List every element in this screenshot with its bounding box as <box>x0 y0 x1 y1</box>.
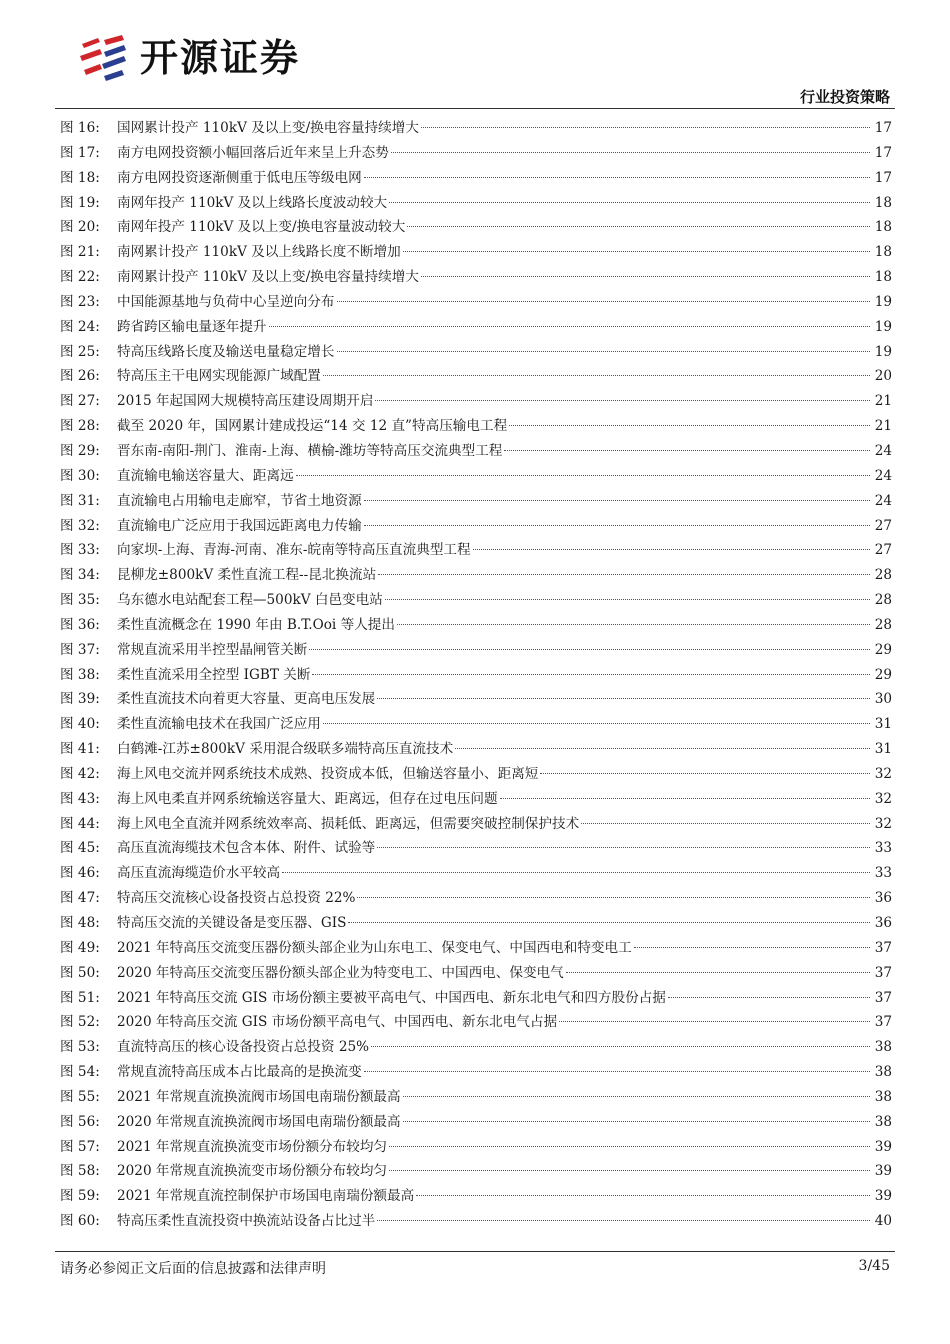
toc-entry[interactable] <box>60 489 892 514</box>
toc-entry-label: 图 35: <box>60 592 100 609</box>
header-divider <box>55 108 895 109</box>
toc-entry[interactable] <box>60 290 892 315</box>
toc-entry-title: 南方电网投资额小幅回落后近年来呈上升态势 <box>117 144 389 161</box>
toc-entry-page: 28 <box>874 567 892 584</box>
footer-disclaimer: 请务必参阅正文后面的信息披露和法律声明 <box>60 1261 326 1277</box>
toc-entry-label: 图 23: <box>60 293 100 310</box>
toc-entry-title: 海上风电全直流并网系统效率高、损耗低、距离远，但需要突破控制保护技术 <box>117 815 580 832</box>
toc-entry-title: 2020 年常规直流换流变市场份额分布较均匀 <box>117 1163 388 1180</box>
toc-dot-leader <box>421 276 870 277</box>
toc-entry-label: 图 53: <box>60 1039 100 1056</box>
toc-entry-page: 36 <box>874 915 892 931</box>
toc-entry[interactable] <box>60 1135 892 1160</box>
toc-entry[interactable] <box>60 712 892 737</box>
toc-entry-page: 31 <box>874 716 892 733</box>
toc-entry-page: 30 <box>874 691 892 708</box>
toc-dot-leader <box>282 872 870 873</box>
toc-dot-leader <box>634 947 870 948</box>
toc-entry-label: 图 60: <box>60 1213 100 1230</box>
toc-entry-label: 图 33: <box>60 542 100 559</box>
toc-entry[interactable] <box>60 389 892 414</box>
toc-entry-label: 图 22: <box>60 269 100 286</box>
toc-entry-title: 2021 年特高压交流变压器份额头部企业为山东电工、保变电气、中国西电和特变电工 <box>117 939 632 956</box>
toc-entry-page: 33 <box>874 865 892 882</box>
toc-dot-leader <box>348 922 870 923</box>
toc-entry-label: 图 20: <box>60 219 100 236</box>
toc-entry-page: 27 <box>874 542 892 559</box>
toc-entry-label: 图 59: <box>60 1188 100 1205</box>
toc-entry-label: 图 58: <box>60 1163 100 1180</box>
toc-entry[interactable] <box>60 340 892 365</box>
toc-entry-page: 29 <box>874 666 892 683</box>
toc-entry-label: 图 37: <box>60 641 100 658</box>
toc-entry-page: 38 <box>874 1039 892 1056</box>
toc-dot-leader <box>403 1096 870 1097</box>
page-header <box>0 0 950 112</box>
toc-entry-title: 柔性直流采用全控型 IGBT 关断 <box>117 666 311 683</box>
toc-entry-label: 图 48: <box>60 915 100 931</box>
toc-entry[interactable] <box>60 538 892 563</box>
toc-entry[interactable] <box>60 315 892 340</box>
toc-dot-leader <box>407 226 870 227</box>
toc-entry-page: 28 <box>874 616 892 633</box>
toc-entry-page: 24 <box>874 467 892 484</box>
toc-dot-leader <box>371 1046 870 1047</box>
toc-entry-label: 图 43: <box>60 790 100 807</box>
toc-entry-label: 图 55: <box>60 1088 100 1105</box>
toc-entry-page: 38 <box>874 1113 892 1130</box>
toc-dot-leader <box>377 698 870 699</box>
toc-dot-leader <box>377 847 870 848</box>
toc-entry-label: 图 46: <box>60 865 100 882</box>
toc-entry-label: 图 47: <box>60 890 100 907</box>
toc-entry-page: 31 <box>874 741 892 758</box>
report-type-label: 行业投资策略 <box>799 88 890 106</box>
toc-entry[interactable] <box>60 464 892 489</box>
toc-dot-leader <box>391 152 870 153</box>
toc-dot-leader <box>375 400 870 401</box>
toc-entry-label: 图 38: <box>60 666 100 683</box>
toc-dot-leader <box>500 798 870 799</box>
toc-entry[interactable] <box>60 861 892 886</box>
page-number: 3/45 <box>858 1258 890 1274</box>
toc-entry-page: 40 <box>874 1213 892 1230</box>
toc-entry[interactable] <box>60 812 892 837</box>
toc-entry-page: 18 <box>874 269 892 286</box>
toc-entry-page: 29 <box>874 641 892 658</box>
toc-entry-title: 南网年投产 110kV 及以上变/换电容量波动较大 <box>117 219 406 236</box>
toc-entry-label: 图 21: <box>60 244 100 261</box>
toc-entry-title: 2020 年特高压交流 GIS 市场份额平高电气、中国西电、新东北电气占据 <box>117 1014 558 1031</box>
toc-entry-title: 南方电网投资逐渐侧重于低电压等级电网 <box>117 169 362 186</box>
toc-dot-leader <box>337 351 871 352</box>
toc-entry-label: 图 17: <box>60 144 100 161</box>
toc-dot-leader <box>416 1195 870 1196</box>
toc-entry[interactable] <box>60 911 892 936</box>
toc-entry-title: 海上风电柔直并网系统输送容量大、距离远，但存在过电压问题 <box>117 790 498 807</box>
toc-entry-page: 28 <box>874 592 892 609</box>
toc-dot-leader <box>364 1071 870 1072</box>
toc-dot-leader <box>323 375 870 376</box>
toc-dot-leader <box>357 897 870 898</box>
toc-dot-leader <box>421 127 870 128</box>
toc-entry[interactable] <box>60 265 892 290</box>
toc-entry[interactable] <box>60 986 892 1011</box>
toc-entry[interactable] <box>60 1010 892 1035</box>
toc-entry-label: 图 29: <box>60 442 100 459</box>
toc-entry-label: 图 45: <box>60 840 100 857</box>
toc-entry-page: 17 <box>874 144 892 161</box>
toc-entry-label: 图 28: <box>60 418 100 435</box>
toc-entry-page: 39 <box>874 1163 892 1180</box>
toc-dot-leader <box>389 1146 870 1147</box>
toc-entry-title: 高压直流海缆造价水平较高 <box>117 865 281 882</box>
toc-entry-page: 18 <box>874 219 892 236</box>
toc-entry-page: 37 <box>874 964 892 981</box>
toc-entry[interactable] <box>60 514 892 539</box>
toc-entry-label: 图 52: <box>60 1014 100 1031</box>
toc-entry[interactable] <box>60 762 892 787</box>
toc-entry[interactable] <box>60 364 892 389</box>
toc-entry-label: 图 34: <box>60 567 100 584</box>
toc-entry-title: 直流输电广泛应用于我国远距离电力传输 <box>117 517 362 534</box>
toc-dot-leader <box>455 748 870 749</box>
toc-entry-label: 图 25: <box>60 343 100 360</box>
toc-entry-page: 38 <box>874 1088 892 1105</box>
toc-entry-page: 37 <box>874 1014 892 1031</box>
toc-entry-page: 18 <box>874 244 892 261</box>
toc-dot-leader <box>364 500 870 501</box>
toc-dot-leader <box>397 624 870 625</box>
toc-entry-label: 图 40: <box>60 716 100 733</box>
toc-entry-title: 特高压柔性直流投资中换流站设备占比过半 <box>117 1213 376 1230</box>
toc-entry[interactable] <box>60 191 892 216</box>
toc-entry[interactable] <box>60 563 892 588</box>
toc-entry-page: 24 <box>874 492 892 509</box>
toc-dot-leader <box>509 425 870 426</box>
toc-entry-title: 特高压线路长度及输送电量稳定增长 <box>117 343 335 360</box>
toc-entry[interactable] <box>60 414 892 439</box>
toc-entry-title: 2021 年特高压交流 GIS 市场份额主要被平高电气、中国西电、新东北电气和四方股份占据 <box>117 989 666 1006</box>
toc-dot-leader <box>377 1220 870 1221</box>
toc-entry-title: 直流输电输送容量大、距离远 <box>117 467 294 484</box>
toc-entry[interactable] <box>60 1184 892 1209</box>
toc-entry-title: 柔性直流输电技术在我国广泛应用 <box>117 716 321 733</box>
toc-entry-title: 特高压交流的关键设备是变压器、GIS <box>117 915 347 931</box>
toc-dot-leader <box>378 574 870 575</box>
toc-dot-leader <box>473 549 870 550</box>
toc-entry-page: 19 <box>874 318 892 335</box>
toc-dot-leader <box>668 997 870 998</box>
toc-entry[interactable] <box>60 116 892 141</box>
toc-entry-title: 高压直流海缆技术包含本体、附件、试验等 <box>117 840 376 857</box>
toc-entry-title: 南网年投产 110kV 及以上线路长度波动较大 <box>117 194 388 211</box>
toc-entry-title: 跨省跨区输电量逐年提升 <box>117 318 267 335</box>
toc-entry[interactable] <box>60 687 892 712</box>
toc-entry[interactable] <box>60 936 892 961</box>
toc-entry-page: 27 <box>874 517 892 534</box>
toc-entry-title: 常规直流特高压成本占比最高的是换流变 <box>117 1064 362 1081</box>
toc-entry-page: 18 <box>874 194 892 211</box>
toc-entry[interactable] <box>60 215 892 240</box>
toc-entry-label: 图 26: <box>60 368 100 385</box>
toc-entry-title: 白鹤滩-江苏±800kV 采用混合级联多端特高压直流技术 <box>117 741 454 758</box>
toc-entry-label: 图 19: <box>60 194 100 211</box>
toc-entry-page: 39 <box>874 1188 892 1205</box>
toc-entry[interactable] <box>60 1110 892 1135</box>
toc-entry[interactable] <box>60 439 892 464</box>
toc-dot-leader <box>403 251 870 252</box>
toc-entry-label: 图 27: <box>60 393 100 410</box>
toc-entry-title: 昆柳龙±800kV 柔性直流工程--昆北换流站 <box>117 567 377 584</box>
toc-dot-leader <box>364 525 870 526</box>
toc-entry-page: 21 <box>874 393 892 410</box>
toc-entry-label: 图 54: <box>60 1064 100 1081</box>
toc-entry-label: 图 39: <box>60 691 100 708</box>
toc-entry-label: 图 31: <box>60 492 100 509</box>
toc-dot-leader <box>566 972 870 973</box>
toc-entry-title: 直流特高压的核心设备投资占总投资 25% <box>117 1039 370 1056</box>
toc-entry-title: 国网累计投产 110kV 及以上变/换电容量持续增大 <box>117 120 419 136</box>
toc-entry[interactable] <box>60 961 892 986</box>
toc-entry-page: 20 <box>874 368 892 385</box>
toc-entry-page: 38 <box>874 1064 892 1081</box>
toc-entry-title: 2021 年常规直流控制保护市场国电南瑞份额最高 <box>117 1188 415 1205</box>
toc-entry-title: 截至 2020 年，国网累计建成投运“14 交 12 直”特高压输电工程 <box>117 418 508 435</box>
toc-entry-title: 2021 年常规直流换流阀市场国电南瑞份额最高 <box>117 1088 401 1105</box>
toc-entry-label: 图 30: <box>60 467 100 484</box>
toc-entry-page: 19 <box>874 343 892 360</box>
toc-entry-label: 图 56: <box>60 1113 100 1130</box>
toc-entry-title: 柔性直流技术向着更大容量、更高电压发展 <box>117 691 376 708</box>
toc-entry-label: 图 32: <box>60 517 100 534</box>
toc-entry-label: 图 16: <box>60 120 100 136</box>
toc-entry-label: 图 36: <box>60 616 100 633</box>
toc-entry-title: 乌东德水电站配套工程—500kV 白邑变电站 <box>117 592 383 609</box>
toc-entry[interactable] <box>60 1035 892 1060</box>
toc-entry-title: 向家坝-上海、青海-河南、准东-皖南等特高压直流典型工程 <box>117 542 471 559</box>
toc-entry[interactable] <box>60 240 892 265</box>
toc-entry-title: 2020 年特高压交流变压器份额头部企业为特变电工、中国西电、保变电气 <box>117 964 564 981</box>
toc-entry[interactable] <box>60 166 892 191</box>
toc-entry-page: 32 <box>874 790 892 807</box>
toc-entry-title: 海上风电交流并网系统技术成熟、投资成本低，但输送容量小、距离短 <box>117 765 539 782</box>
toc-entry[interactable] <box>60 141 892 166</box>
toc-entry-label: 图 24: <box>60 318 100 335</box>
toc-dot-leader <box>389 202 870 203</box>
toc-dot-leader <box>389 1170 870 1171</box>
toc-entry-title: 常规直流采用半控型晶闸管关断 <box>117 641 308 658</box>
toc-dot-leader <box>269 326 870 327</box>
toc-entry-page: 36 <box>874 890 892 907</box>
toc-entry[interactable] <box>60 1159 892 1184</box>
toc-dot-leader <box>559 1021 870 1022</box>
toc-dot-leader <box>323 723 870 724</box>
toc-entry-page: 37 <box>874 939 892 956</box>
toc-entry-page: 17 <box>874 120 892 136</box>
toc-entry-title: 南网累计投产 110kV 及以上线路长度不断增加 <box>117 244 401 261</box>
toc-entry[interactable] <box>60 886 892 911</box>
toc-dot-leader <box>337 301 871 302</box>
toc-entry-title: 2015 年起国网大规模特高压建设周期开启 <box>117 393 374 410</box>
toc-entry-page: 17 <box>874 169 892 186</box>
toc-entry-title: 特高压主干电网实现能源广域配置 <box>117 368 321 385</box>
toc-dot-leader <box>403 1121 870 1122</box>
toc-entry[interactable] <box>60 613 892 638</box>
toc-entry[interactable] <box>60 787 892 812</box>
figure-index-list <box>60 116 892 1234</box>
toc-entry-title: 直流输电占用输电走廊窄，节省土地资源 <box>117 492 362 509</box>
toc-entry-label: 图 49: <box>60 939 100 956</box>
toc-entry-title: 特高压交流核心设备投资占总投资 22% <box>117 890 356 907</box>
toc-entry-page: 39 <box>874 1138 892 1155</box>
toc-entry-page: 37 <box>874 989 892 1006</box>
toc-dot-leader <box>296 475 870 476</box>
kaiyuan-logo-icon <box>78 30 130 84</box>
toc-entry-title: 中国能源基地与负荷中心呈逆向分布 <box>117 293 335 310</box>
brand-name: 开源证券 <box>140 36 301 80</box>
toc-entry-label: 图 51: <box>60 989 100 1006</box>
toc-entry-page: 19 <box>874 293 892 310</box>
toc-entry-page: 33 <box>874 840 892 857</box>
toc-entry-title: 柔性直流概念在 1990 年由 B.T.Ooi 等人提出 <box>117 616 395 633</box>
toc-entry[interactable] <box>60 588 892 613</box>
toc-entry-label: 图 18: <box>60 169 100 186</box>
toc-entry[interactable] <box>60 836 892 861</box>
toc-entry-label: 图 50: <box>60 964 100 981</box>
toc-entry[interactable] <box>60 1060 892 1085</box>
toc-entry-title: 南网累计投产 110kV 及以上变/换电容量持续增大 <box>117 269 419 286</box>
toc-dot-leader <box>385 599 870 600</box>
toc-entry-page: 24 <box>874 442 892 459</box>
toc-entry-page: 32 <box>874 765 892 782</box>
toc-dot-leader <box>312 674 870 675</box>
toc-dot-leader <box>309 649 870 650</box>
toc-entry-title: 晋东南-南阳-荆门、淮南-上海、横榆-潍坊等特高压交流典型工程 <box>117 442 503 459</box>
toc-entry-label: 图 44: <box>60 815 100 832</box>
toc-entry-title: 2021 年常规直流换流变市场份额分布较均匀 <box>117 1138 388 1155</box>
toc-entry-page: 21 <box>874 418 892 435</box>
toc-entry[interactable] <box>60 737 892 762</box>
toc-dot-leader <box>540 773 870 774</box>
footer-divider <box>55 1251 895 1252</box>
toc-entry-label: 图 41: <box>60 741 100 758</box>
toc-dot-leader <box>504 450 870 451</box>
toc-dot-leader <box>364 177 870 178</box>
toc-entry[interactable] <box>60 663 892 688</box>
toc-entry[interactable] <box>60 638 892 663</box>
toc-entry-label: 图 42: <box>60 765 100 782</box>
toc-entry-page: 32 <box>874 815 892 832</box>
toc-entry[interactable] <box>60 1085 892 1110</box>
toc-dot-leader <box>581 823 870 824</box>
toc-entry[interactable] <box>60 1209 892 1234</box>
toc-entry-label: 图 57: <box>60 1138 100 1155</box>
toc-entry-title: 2020 年常规直流换流阀市场国电南瑞份额最高 <box>117 1113 401 1130</box>
